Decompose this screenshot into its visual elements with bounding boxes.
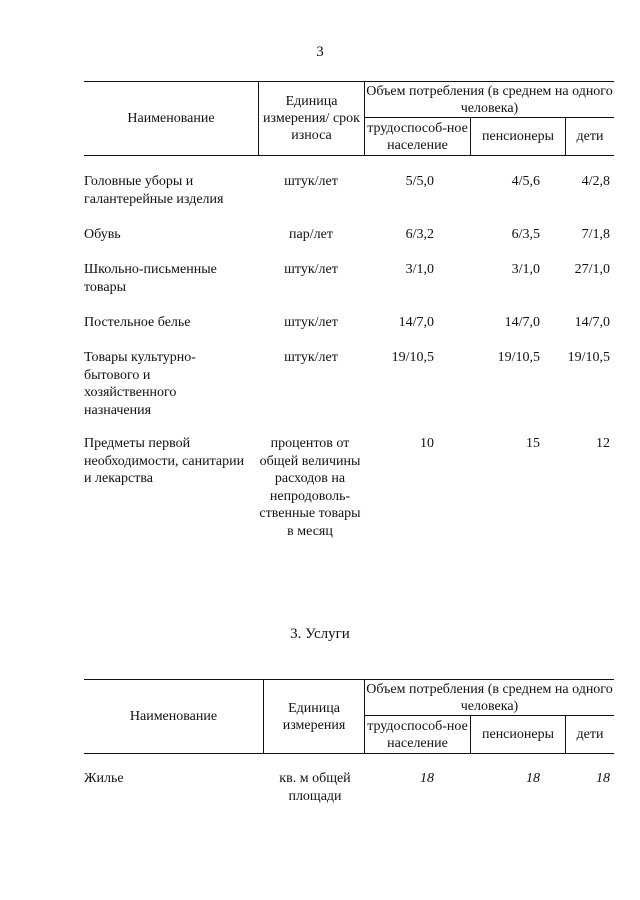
row-children: 12 <box>596 436 610 451</box>
t2-header-unit: Единица измерения <box>282 700 346 733</box>
row-pensioners: 18 <box>526 771 540 786</box>
row-children: 27/1,0 <box>574 262 610 277</box>
t1-header-children: дети <box>576 129 604 144</box>
row-working: 5/5,0 <box>405 174 434 189</box>
row-working: 6/3,2 <box>405 227 434 242</box>
row-unit: процентов от общей величины расходов на непродоволь-ственные товары в месяц <box>259 436 361 539</box>
row-children: 19/10,5 <box>567 350 610 365</box>
row-name: Постельное белье <box>84 315 191 330</box>
row-working: 14/7,0 <box>398 315 434 330</box>
row-name: Обувь <box>84 227 121 242</box>
row-unit: штук/лет <box>284 174 338 189</box>
row-name: Товары культурно-бытового и хозяйственного назначения <box>84 350 196 418</box>
row-pensioners: 6/3,5 <box>511 227 540 242</box>
row-name: Жилье <box>84 771 124 786</box>
t1-header-pensioners: пенсионеры <box>481 129 555 144</box>
t2-header-volume: Объем потребления (в среднем на одного человека) <box>366 681 613 714</box>
t1-header-unit: Единица измерения/ срок износа <box>263 94 360 143</box>
row-unit: штук/лет <box>284 315 338 330</box>
row-unit: пар/лет <box>289 227 333 242</box>
row-working: 18 <box>420 771 434 786</box>
row-pensioners: 19/10,5 <box>497 350 540 365</box>
row-working: 3/1,0 <box>405 262 434 277</box>
section-title: 3. Услуги <box>290 626 350 642</box>
row-working: 10 <box>420 436 434 451</box>
row-name: Школьно-письменные товары <box>84 262 217 295</box>
row-pensioners: 15 <box>526 436 540 451</box>
row-name: Головные уборы и галантерейные изделия <box>84 174 224 207</box>
row-pensioners: 14/7,0 <box>504 315 540 330</box>
row-children: 18 <box>596 771 610 786</box>
row-children: 4/2,8 <box>581 174 610 189</box>
t1-header-volume: Объем потребления (в среднем на одного человека) <box>366 83 613 116</box>
row-pensioners: 3/1,0 <box>511 262 540 277</box>
page-number: 3 <box>316 44 324 60</box>
t1-header-working: трудоспособ-ное население <box>367 120 468 153</box>
row-unit: штук/лет <box>284 262 338 277</box>
t1-header-name: Наименование <box>127 111 215 126</box>
row-name: Предметы первой необходимости, санитарии и лекарства <box>84 436 245 486</box>
row-working: 19/10,5 <box>391 350 434 365</box>
t2-header-children: дети <box>576 727 604 742</box>
row-children: 7/1,8 <box>581 227 610 242</box>
row-pensioners: 4/5,6 <box>511 174 540 189</box>
t2-header-name: Наименование <box>129 709 218 724</box>
row-children: 14/7,0 <box>574 315 610 330</box>
row-unit: кв. м общей площади <box>279 771 351 804</box>
row-unit: штук/лет <box>284 350 338 365</box>
t2-header-pensioners: пенсионеры <box>481 727 555 742</box>
t2-header-working: трудоспособ-ное население <box>367 718 468 751</box>
